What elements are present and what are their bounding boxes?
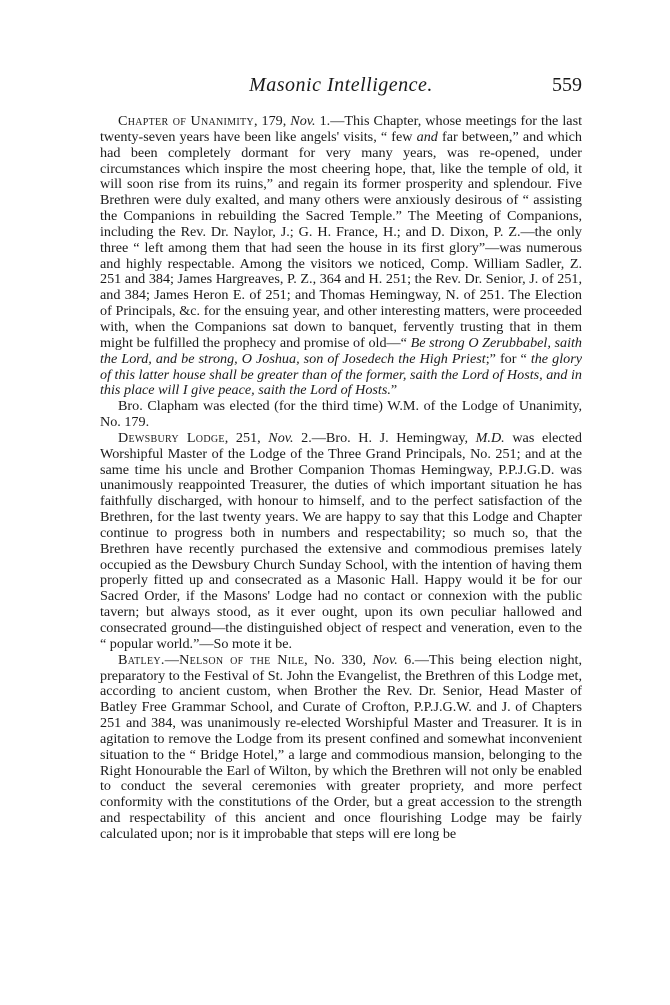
running-title: Masonic Intelligence. (249, 74, 433, 96)
text-run: ;” for “ (485, 350, 531, 367)
section-lead: Chapter of Unanimity (118, 113, 254, 129)
text-run: ” (390, 382, 398, 399)
text-run: 2.—Bro. H. J. Hemingway, (293, 429, 476, 446)
text-run: 1.—This Chapter, whose meetings for the last twenty-seven years have been like angels' visits, “ few (100, 113, 583, 145)
italic-run: Nov. (290, 113, 316, 129)
italic-run: the glory of this latter house shall be greater than of the former, saith the Lord of Hosts, and in this place will I give peace, saith the Lord of Hosts. (100, 350, 582, 399)
section-lead: Dewsbury Lodge (118, 429, 225, 446)
paragraph-dewsbury-lodge (100, 431, 582, 653)
text-run: , No. 330, (304, 651, 373, 668)
text-run: far between,” and which had been completely dormant for very many years, was re-opened, under circumstances which inspire the most cheering hope, that, like the temple of old, it will soon rise from its ruins,” and regain its former prosperity and splendour. Five Brethren were duly exalted, and many others were anxiously desirous of “ assisting the Companions in rebuilding the Sacred Temple.” The Meeting of Companions, including the Rev. Dr. Naylor, J.; G. H. France, H.; and D. Dixon, P. Z.—the only three “ left among them that had seen the house in its first glory”—was numerous and highly respectable. Among the visitors we noticed, Comp. William Sadler, Z. 251 and 384; James Hargreaves, P. Z., 364 and H. 251; the Rev. Dr. Senior, J. of 251, and 384; James Heron E. of 251; and Thomas Hemingway, N. of 251. The Election of Principals, &c. for the ensuing year, and other interesting matters, were proceeded with, when the Companions sat down to banquet, fervently trusting that in them might be fulfilled the prophecy and promise of old—“ (100, 128, 582, 351)
italic-run: Nov. (372, 651, 398, 668)
italic-run: M.D. (475, 429, 505, 446)
page-header (100, 74, 582, 100)
text-run: , 251, (224, 429, 269, 446)
page-number: 559 (552, 74, 582, 96)
text-run: was elected Worshipful Master of the Lodge of the Three Grand Principals, No. 251; and at the same time his uncle and Brother Companion Thomas Hemingway, P.P.J.G.D. was unanimously reappointed Treasurer, the duties of which important situation he has faithfully discharged, with honour to himself, and to the perfect satisfaction of the Brethren, for the last twenty years. We are happy to say that this Lodge and Chapter continue to progress both in numbers and respectability; so much so, that the Brethren have recently purchased the extensive and commodious premises lately occupied as the Dewsbury Church Sunday School, with the intention of having them properly fitted up and consecrated as a Masonic Hall. Happy would it be for our Sacred Order, if the Masons' Lodge had no contact or connexion with the public tavern; but always stood, as it ever ought, upon its own peculiar hallowed and consecrated ground—the distinguished object of respect and veneration, even to the “ popular world.”—So mote it be. (100, 429, 582, 652)
text-run: Bro. Clapham was elected (for the third time) W.M. of the Lodge of Unanimity, No. 179. (100, 398, 582, 431)
article-body (100, 114, 582, 843)
section-lead: Batley.—Nelson of the Nile (118, 651, 305, 668)
italic-run: Be strong O Zerubbabel, saith the Lord, and be strong, O Joshua, son of Josedech the High Priest (100, 334, 583, 367)
paragraph-chapter-of-unanimity (100, 114, 582, 399)
paragraph-clapham-election (100, 399, 582, 431)
text-run: , 179, (253, 113, 291, 129)
paragraph-batley-nelson-of-the-nile (100, 653, 582, 843)
italic-run: and (416, 128, 438, 145)
italic-run: Nov. (268, 429, 294, 446)
text-run: 6.—This being election night, preparatory to the Festival of St. John the Evangelist, the Brethren of this Lodge met, according to ancient custom, when Brother the Rev. Dr. Senior, Head Master of Batley Free Grammar School, and Curate of Crofton, P.P.J.G.W. and J. of Chapters 251 and 384, was unanimously re-elected Worshipful Master and Treasurer. It is in agitation to remove the Lodge from its present confined and somewhat inconvenient situation to the “ Bridge Hotel,” a large and commodious mansion, belonging to the Right Honourable the Earl of Wilton, by which the Brethren will not only be enabled to conduct the several ceremonies with greater propriety, and more perfect conformity with the constitutions of the Order, but a great accession to the strength and respectability of this ancient and once flourishing Lodge may be fairly calculated upon; nor is it improbable that steps will ere long be (100, 651, 582, 842)
